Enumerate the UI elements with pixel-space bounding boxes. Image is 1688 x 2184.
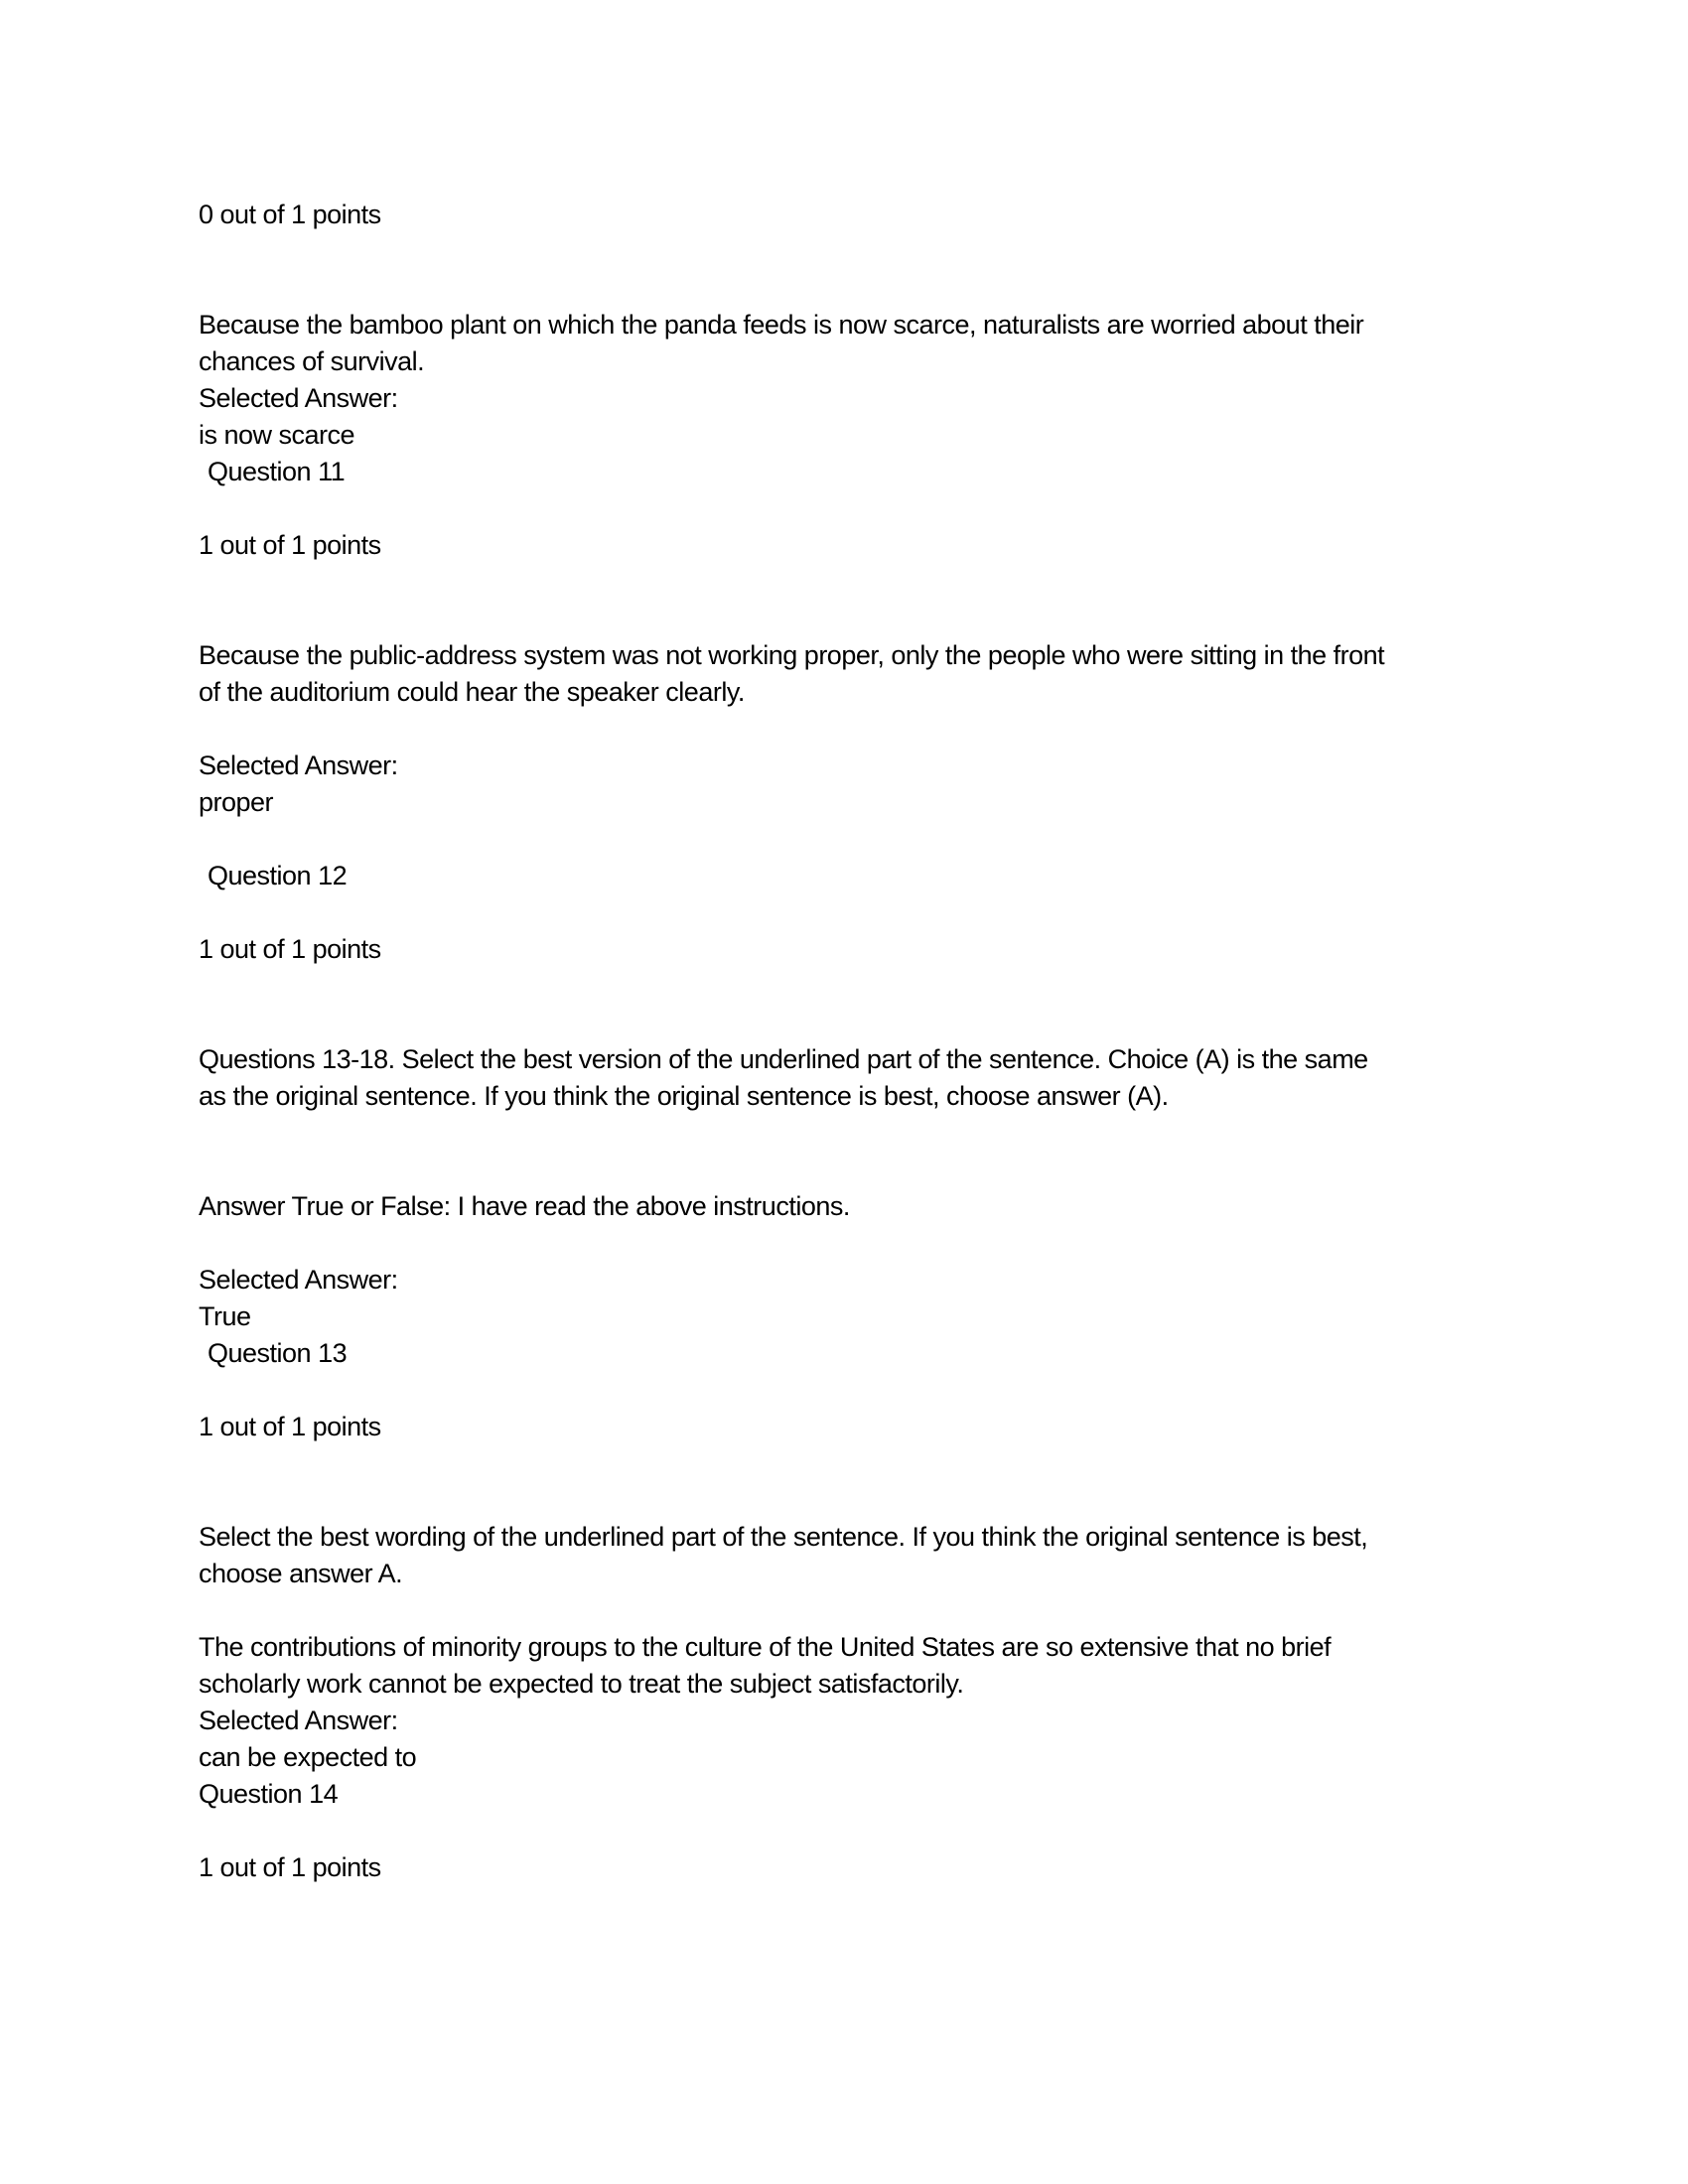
instructions-text: Questions 13-18. Select the best version of the underlined part of the sentence. Choice (A) is the same — [199, 1044, 1368, 1074]
question-header: Question 11 — [208, 457, 346, 486]
document-content — [199, 197, 1499, 1886]
answer-text: True — [199, 1301, 251, 1331]
question-text: Answer True or False: I have read the above instructions. — [199, 1191, 850, 1221]
instructions-text: Select the best wording of the underlined part of the sentence. If you think the original sentence is best, — [199, 1522, 1368, 1552]
answer-text: is now scarce — [199, 420, 355, 450]
question-text: chances of survival. — [199, 346, 425, 376]
points-line: 1 out of 1 points — [199, 934, 381, 964]
instructions-text: as the original sentence. If you think the original sentence is best, choose answer (A). — [199, 1081, 1169, 1111]
question-text: scholarly work cannot be expected to treat the subject satisfactorily. — [199, 1669, 964, 1699]
selected-answer-label: Selected Answer: — [199, 383, 398, 413]
question-header: Question 14 — [199, 1779, 339, 1809]
question-text: Because the bamboo plant on which the panda feeds is now scarce, naturalists are worried about their — [199, 310, 1364, 340]
selected-answer-label: Selected Answer: — [199, 751, 398, 780]
selected-answer-label: Selected Answer: — [199, 1706, 398, 1735]
question-header: Question 12 — [208, 861, 348, 890]
question-header: Question 13 — [208, 1338, 348, 1368]
question-text: The contributions of minority groups to the culture of the United States are so extensive that no brief — [199, 1632, 1332, 1662]
points-line: 1 out of 1 points — [199, 530, 381, 560]
question-text: of the auditorium could hear the speaker clearly. — [199, 677, 745, 707]
answer-text: can be expected to — [199, 1742, 417, 1772]
points-line: 1 out of 1 points — [199, 1412, 381, 1441]
answer-text: proper — [199, 787, 274, 817]
question-text: Because the public-address system was not working proper, only the people who were sitting in the front — [199, 640, 1385, 670]
points-line: 0 out of 1 points — [199, 200, 381, 229]
selected-answer-label: Selected Answer: — [199, 1265, 398, 1295]
instructions-text: choose answer A. — [199, 1559, 403, 1588]
points-line: 1 out of 1 points — [199, 1852, 381, 1882]
